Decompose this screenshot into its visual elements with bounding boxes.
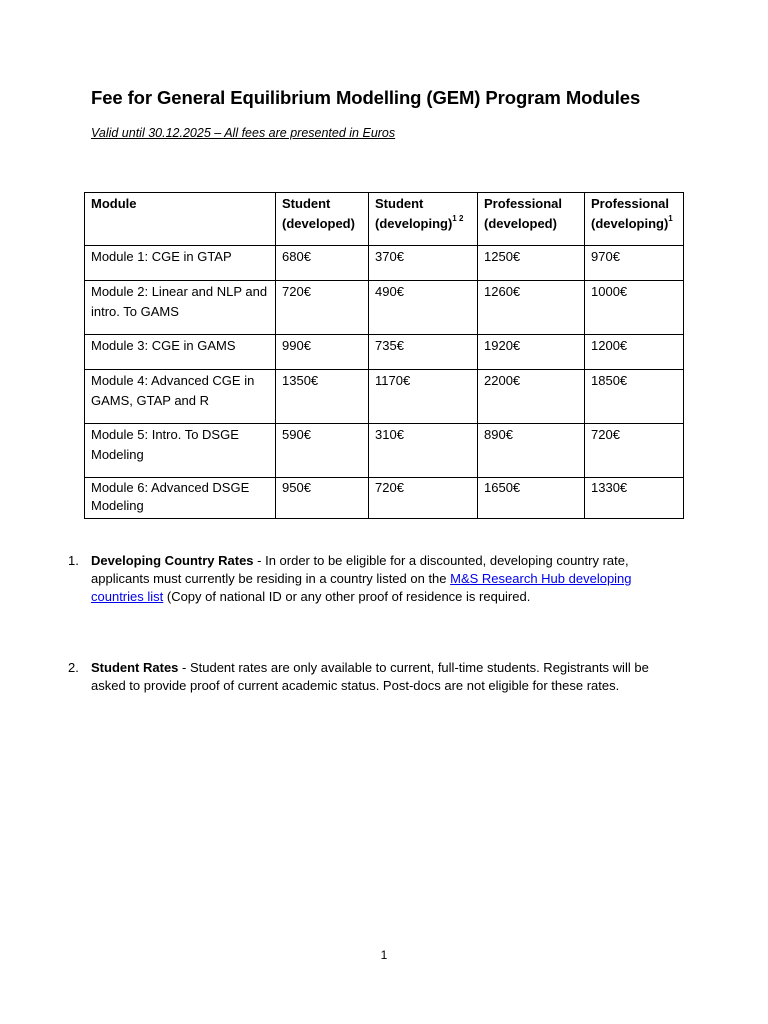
table-row xyxy=(85,246,684,281)
header-student-developing: Student (developing)$^{1 2}$ xyxy=(369,193,478,246)
fee-cell: 1330€ xyxy=(585,478,684,519)
fee-cell: 2200€ xyxy=(478,370,585,424)
note-text: (Copy of national ID or any other proof of residence is required. xyxy=(163,589,531,604)
fee-cell: 950€ xyxy=(276,478,369,519)
fee-cell: 1000€ xyxy=(585,281,684,335)
note-text: - In order to be eligible for a discounted, developing country rate, applicants must currently be residing in a country listed on the xyxy=(91,553,629,586)
header-module: Module xyxy=(85,193,276,246)
fee-cell: 590€ xyxy=(276,424,369,478)
note-body xyxy=(91,659,683,695)
note-text: - Student rates are only available to current, full-time students. Registrants will be asked to provide proof of current academic status. Post-docs are not eligible for these rates. xyxy=(91,660,649,693)
developing-countries-list-link[interactable]: M&S Research Hub developing countries list xyxy=(91,571,632,604)
module-name-cell: Module 2: Linear and NLP and intro. To GAMS xyxy=(85,281,276,335)
fee-cell: 720€ xyxy=(369,478,478,519)
header-professional-developed: Professional (developed) xyxy=(478,193,585,246)
module-name-cell: Module 6: Advanced DSGE Modeling xyxy=(85,478,276,519)
list-number: 1. xyxy=(68,553,79,568)
table-row xyxy=(85,370,684,424)
fee-cell: 990€ xyxy=(276,335,369,370)
fee-cell: 310€ xyxy=(369,424,478,478)
list-number: 2. xyxy=(68,660,79,675)
document-title: Fee for General Equilibrium Modelling (GEM) Program Modules xyxy=(91,87,641,108)
fee-cell: 1200€ xyxy=(585,335,684,370)
fee-cell: 720€ xyxy=(585,424,684,478)
note-body xyxy=(91,552,683,606)
footnote-marker: 1 xyxy=(668,214,673,223)
fee-cell: 490€ xyxy=(369,281,478,335)
module-name-cell: Module 3: CGE in GAMS xyxy=(85,335,276,370)
fee-cell: 890€ xyxy=(478,424,585,478)
fee-cell: 1650€ xyxy=(478,478,585,519)
note-heading: Developing Country Rates xyxy=(91,553,254,568)
header-student-developed: Student (developed) xyxy=(276,193,369,246)
fee-table xyxy=(84,192,684,519)
table-row xyxy=(85,335,684,370)
fee-cell: 1350€ xyxy=(276,370,369,424)
note-student-rates xyxy=(68,659,683,695)
table-row xyxy=(85,424,684,478)
module-name-cell: Module 5: Intro. To DSGE Modeling xyxy=(85,424,276,478)
note-developing-country-rates xyxy=(68,552,683,606)
table-header-row xyxy=(85,193,684,246)
fee-cell: 370€ xyxy=(369,246,478,281)
module-name-cell: Module 1: CGE in GTAP xyxy=(85,246,276,281)
fee-cell: 970€ xyxy=(585,246,684,281)
fee-cell: 1920€ xyxy=(478,335,585,370)
module-name-cell: Module 4: Advanced CGE in GAMS, GTAP and R xyxy=(85,370,276,424)
fee-cell: 1170€ xyxy=(369,370,478,424)
fee-cell: 1250€ xyxy=(478,246,585,281)
validity-subtitle: Valid until 30.12.2025 – All fees are presented in Euros xyxy=(91,126,396,140)
note-heading: Student Rates xyxy=(91,660,179,675)
fee-cell: 680€ xyxy=(276,246,369,281)
header-professional-developing: Professional (developing)$^1$ xyxy=(585,193,684,246)
page-number: 1 xyxy=(380,948,388,962)
footnote-marker: 1 2 xyxy=(452,214,464,223)
table-row xyxy=(85,281,684,335)
fee-cell: 720€ xyxy=(276,281,369,335)
fee-cell: 735€ xyxy=(369,335,478,370)
fee-cell: 1850€ xyxy=(585,370,684,424)
table-row xyxy=(85,478,684,519)
fee-cell: 1260€ xyxy=(478,281,585,335)
notes-list xyxy=(68,552,683,695)
